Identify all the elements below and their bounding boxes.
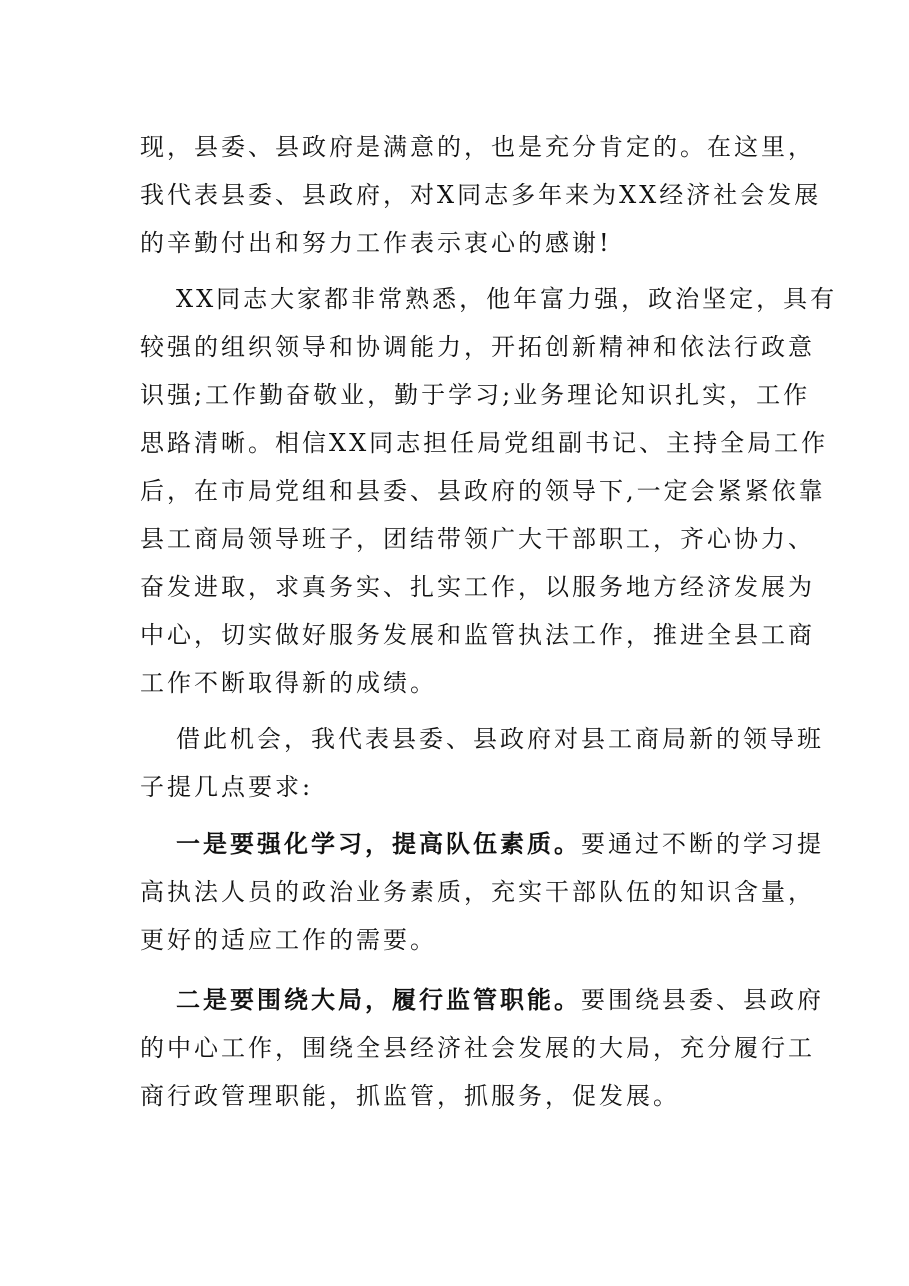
text-span: 要通过不断的学习提 — [581, 830, 824, 858]
text-line: 后，在市局党组和县委、县政府的领导下,一定会紧紧依靠 — [140, 477, 826, 505]
text-line: 借此机会，我代表县委、县政府对县工商局新的领导班 — [176, 725, 824, 753]
text-line: 子提几点要求: — [140, 773, 314, 801]
heading-point-2: 二是要围绕大局，履行监管职能。 — [176, 986, 581, 1014]
text-line: 的辛勤付出和努力工作表示衷心的感谢! — [140, 229, 612, 257]
text-line: 较强的组织领导和协调能力，开拓创新精神和依法行政意 — [140, 333, 815, 361]
paragraph-4 — [140, 820, 824, 964]
paragraph-1 — [140, 123, 822, 267]
text-line: 现，县委、县政府是满意的，也是充分肯定的。在这里， — [140, 133, 815, 161]
text-line — [140, 820, 824, 868]
text-line: 奋发进取，求真务实、扎实工作，以服务地方经济发展为 — [140, 573, 815, 601]
paragraph-2 — [140, 275, 838, 707]
text-line: 工作不断取得新的成绩。 — [140, 669, 437, 697]
text-line: 高执法人员的政治业务素质，充实干部队伍的知识含量， — [140, 878, 815, 906]
text-line: 我代表县委、县政府，对X同志多年来为XX经济社会发展 — [140, 181, 822, 209]
paragraph-3 — [140, 715, 824, 811]
text-line: XX同志大家都非常熟悉，他年富力强，政治坚定，具有 — [176, 285, 838, 313]
text-line: 县工商局领导班子，团结带领广大干部职工，齐心协力、 — [140, 525, 815, 553]
heading-point-1: 一是要强化学习，提高队伍素质。 — [176, 830, 581, 858]
text-line: 的中心工作，围绕全县经济社会发展的大局，充分履行工 — [140, 1034, 815, 1062]
text-line: 识强;工作勤奋敬业，勤于学习;业务理论知识扎实，工作 — [140, 381, 811, 409]
text-line: 思路清晰。相信XX同志担任局党组副书记、主持全局工作 — [140, 429, 829, 457]
text-line: 中心，切实做好服务发展和监管执法工作，推进全县工商 — [140, 621, 815, 649]
text-line — [140, 976, 824, 1024]
paragraph-5 — [140, 976, 824, 1120]
text-line: 更好的适应工作的需要。 — [140, 926, 437, 954]
text-span: 要围绕县委、县政府 — [581, 986, 824, 1014]
text-line: 商行政管理职能，抓监管，抓服务，促发展。 — [140, 1082, 680, 1110]
